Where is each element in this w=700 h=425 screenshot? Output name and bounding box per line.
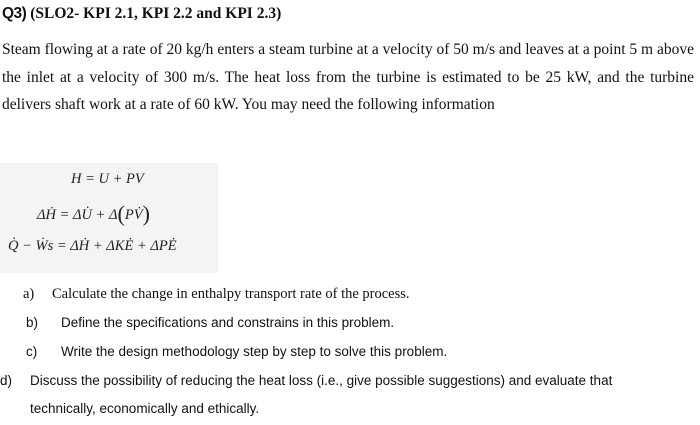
- equation-enthalpy-rate-left: ΔḢ = ΔU̇ + Δ: [37, 207, 118, 223]
- item-c-text: Write the design methodology step by step to solve this problem.: [61, 344, 448, 359]
- question-number: Q3): [2, 5, 27, 22]
- item-b-text: Define the specifications and constrains in this problem.: [61, 315, 395, 330]
- item-d-text-line1: Discuss the possibility of reducing the heat loss (i.e., give possible suggestions) and evaluate that: [30, 373, 613, 388]
- item-c-label: c): [26, 344, 38, 359]
- problem-statement: Steam flowing at a rate of 20 kg/h enters a steam turbine at a velocity of 50 m/s and leaves at a point 5 m above the inlet at a velocity of 300 m/s. The heat loss from the turbine is estimated to be 25 kW, and the turbine delivers shaft work at a rate of 60 kW. You may need the following information: [2, 41, 694, 114]
- question-heading: [2, 5, 281, 23]
- item-d-label: d): [0, 373, 13, 388]
- paren-open: (: [117, 201, 125, 226]
- question-title: (SLO2- KPI 2.1, KPI 2.2 and KPI 2.3): [30, 5, 282, 22]
- item-b-label: b): [26, 315, 39, 330]
- item-a-label: a): [23, 286, 35, 302]
- equation-enthalpy-rate: [37, 201, 150, 227]
- equation-enthalpy-definition: H = U + PV: [71, 171, 144, 187]
- equation-energy-balance: Q̇ − Ẇs = ΔḢ + ΔKĖ + ΔPĖ: [8, 238, 177, 254]
- equation-enthalpy-rate-right: PV̇: [124, 207, 143, 223]
- paren-close: ): [142, 201, 150, 226]
- item-a-text: Calculate the change in enthalpy transport rate of the process.: [52, 286, 410, 302]
- item-d-text-line2: technically, economically and ethically.: [30, 401, 260, 416]
